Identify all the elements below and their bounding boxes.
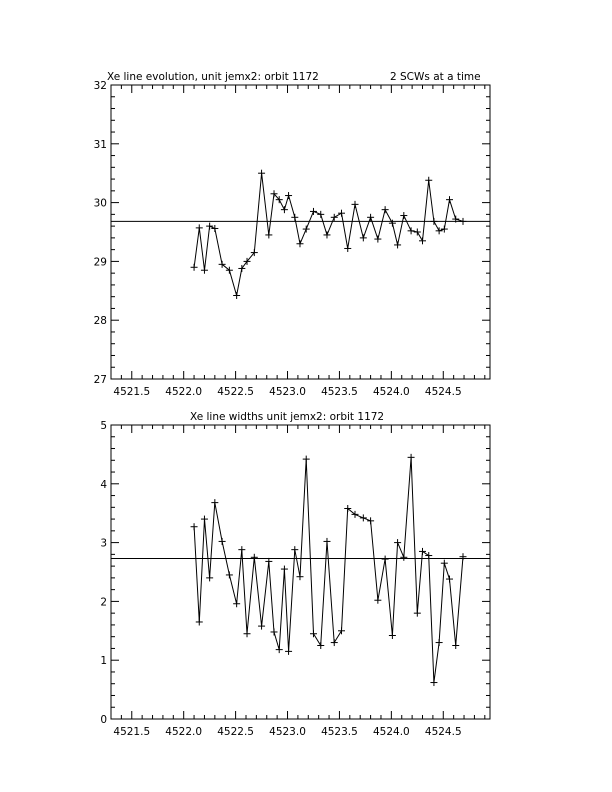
bottom-data-point bbox=[238, 546, 245, 553]
top-data-point bbox=[296, 240, 303, 247]
bottom-data-point bbox=[338, 627, 345, 634]
bottom-data-point bbox=[400, 554, 407, 561]
bottom-y-tick-label: 4 bbox=[100, 478, 107, 491]
top-data-point bbox=[360, 234, 367, 241]
top-data-point bbox=[460, 218, 467, 225]
bottom-data-point bbox=[244, 630, 251, 637]
bottom-data-point bbox=[206, 574, 213, 581]
top-data-point bbox=[389, 220, 396, 227]
bottom-data-point bbox=[303, 456, 310, 463]
top-data-point bbox=[285, 192, 292, 199]
top-series-group bbox=[191, 170, 467, 299]
bottom-data-point bbox=[360, 514, 367, 521]
top-data-point bbox=[196, 224, 203, 231]
bottom-chart-title: Xe line widths unit jemx2: orbit 1172 bbox=[190, 411, 385, 423]
top-data-point bbox=[382, 206, 389, 213]
top-data-point bbox=[317, 211, 324, 218]
top-y-tick-label: 28 bbox=[93, 315, 107, 328]
top-data-point bbox=[303, 226, 310, 233]
bottom-x-tick-label: 4522.0 bbox=[165, 726, 203, 738]
top-data-point bbox=[446, 196, 453, 203]
top-data-point bbox=[201, 267, 208, 274]
top-y-tick-label: 31 bbox=[93, 138, 107, 151]
bottom-data-point bbox=[367, 517, 374, 524]
bottom-data-point bbox=[408, 454, 415, 461]
top-data-point bbox=[281, 206, 288, 213]
bottom-data-point bbox=[251, 554, 258, 561]
bottom-data-point bbox=[452, 642, 459, 649]
bottom-x-tick-label: 4524.0 bbox=[372, 726, 410, 738]
top-data-point bbox=[344, 245, 351, 252]
bottom-data-point bbox=[201, 516, 208, 523]
top-x-tick-label: 4522.5 bbox=[217, 386, 254, 398]
top-x-tick-label: 4523.0 bbox=[269, 386, 306, 398]
bottom-data-point bbox=[233, 600, 240, 607]
top-data-point bbox=[408, 227, 415, 234]
top-y-tick-label: 32 bbox=[93, 80, 107, 92]
bottom-x-tick-label: 4523.0 bbox=[269, 726, 306, 738]
bottom-series-group bbox=[191, 454, 467, 686]
bottom-data-point bbox=[389, 632, 396, 639]
bottom-data-point bbox=[323, 538, 330, 545]
top-x-tick-label: 4521.5 bbox=[113, 386, 151, 398]
top-y-tick-label: 27 bbox=[93, 374, 107, 386]
bottom-data-point bbox=[296, 573, 303, 580]
top-x-tick-label: 4524.0 bbox=[372, 386, 410, 398]
bottom-y-tick-labels bbox=[100, 420, 107, 726]
top-data-point bbox=[425, 177, 432, 184]
top-data-point bbox=[310, 208, 317, 215]
top-x-tick-label: 4523.5 bbox=[321, 386, 358, 398]
bottom-data-point bbox=[317, 642, 324, 649]
bottom-y-tick-label: 1 bbox=[100, 655, 107, 668]
top-data-point bbox=[233, 292, 240, 299]
bottom-data-point bbox=[191, 523, 198, 530]
top-data-point bbox=[374, 236, 381, 243]
top-data-point bbox=[436, 227, 443, 234]
bottom-series-line bbox=[194, 457, 463, 682]
bottom-data-point bbox=[382, 556, 389, 563]
bottom-data-point bbox=[291, 546, 298, 553]
bottom-x-tick-labels bbox=[113, 726, 461, 738]
top-chart-title: Xe line evolution, unit jemx2: orbit 1172 bbox=[107, 71, 319, 83]
top-data-point bbox=[394, 241, 401, 248]
top-data-point bbox=[331, 214, 338, 221]
bottom-y-tick-label: 3 bbox=[100, 537, 107, 550]
top-x-tick-label: 4522.0 bbox=[165, 386, 203, 398]
top-data-point bbox=[419, 237, 426, 244]
bottom-data-point bbox=[196, 618, 203, 625]
bottom-data-point bbox=[281, 566, 288, 573]
top-chart-subtitle: 2 SCWs at a time bbox=[390, 71, 481, 83]
bottom-data-point bbox=[226, 571, 233, 578]
bottom-y-tick-label: 2 bbox=[100, 596, 107, 609]
bottom-data-point bbox=[211, 499, 218, 506]
bottom-data-point bbox=[285, 648, 292, 655]
xe-line-evolution-panel bbox=[94, 71, 490, 398]
bottom-data-point bbox=[374, 597, 381, 604]
top-data-point bbox=[414, 229, 421, 236]
bottom-x-tick-label: 4524.5 bbox=[424, 726, 462, 738]
top-data-point bbox=[430, 218, 437, 225]
top-data-point bbox=[367, 214, 374, 221]
bottom-x-tick-label: 4522.5 bbox=[217, 726, 254, 738]
bottom-data-point bbox=[436, 639, 443, 646]
top-data-point bbox=[265, 231, 272, 238]
top-plot-frame bbox=[111, 85, 490, 379]
bottom-data-point bbox=[441, 560, 448, 567]
top-data-point bbox=[338, 210, 345, 217]
top-y-tick-label: 30 bbox=[93, 197, 107, 210]
bottom-data-point bbox=[446, 576, 453, 583]
top-y-tick-labels bbox=[94, 80, 107, 386]
top-x-tick-label: 4524.5 bbox=[424, 386, 462, 398]
bottom-data-point bbox=[310, 630, 317, 637]
bottom-data-point bbox=[258, 623, 265, 630]
bottom-data-point bbox=[394, 539, 401, 546]
top-data-point bbox=[291, 214, 298, 221]
bottom-data-point bbox=[419, 548, 426, 555]
top-axis-ticks bbox=[111, 85, 490, 379]
top-data-point bbox=[238, 265, 245, 272]
xe-line-widths-panel bbox=[100, 411, 490, 738]
top-data-point bbox=[352, 201, 359, 208]
top-y-tick-label: 29 bbox=[93, 256, 107, 269]
top-x-tick-labels bbox=[113, 386, 461, 398]
bottom-y-tick-label: 5 bbox=[100, 420, 107, 432]
bottom-data-point bbox=[430, 679, 437, 686]
bottom-y-tick-label: 0 bbox=[100, 714, 107, 726]
bottom-data-point bbox=[331, 639, 338, 646]
bottom-data-point bbox=[219, 538, 226, 545]
bottom-x-tick-label: 4523.5 bbox=[321, 726, 358, 738]
bottom-data-point bbox=[276, 646, 283, 653]
top-data-point bbox=[258, 170, 265, 177]
top-data-point bbox=[323, 231, 330, 238]
bottom-x-tick-label: 4521.5 bbox=[113, 726, 151, 738]
bottom-data-point bbox=[414, 610, 421, 617]
top-data-point bbox=[441, 226, 448, 233]
top-data-point bbox=[191, 264, 198, 271]
bottom-data-point bbox=[460, 553, 467, 560]
top-series-line bbox=[194, 173, 463, 295]
top-data-point bbox=[400, 212, 407, 219]
bottom-data-point bbox=[271, 628, 278, 635]
